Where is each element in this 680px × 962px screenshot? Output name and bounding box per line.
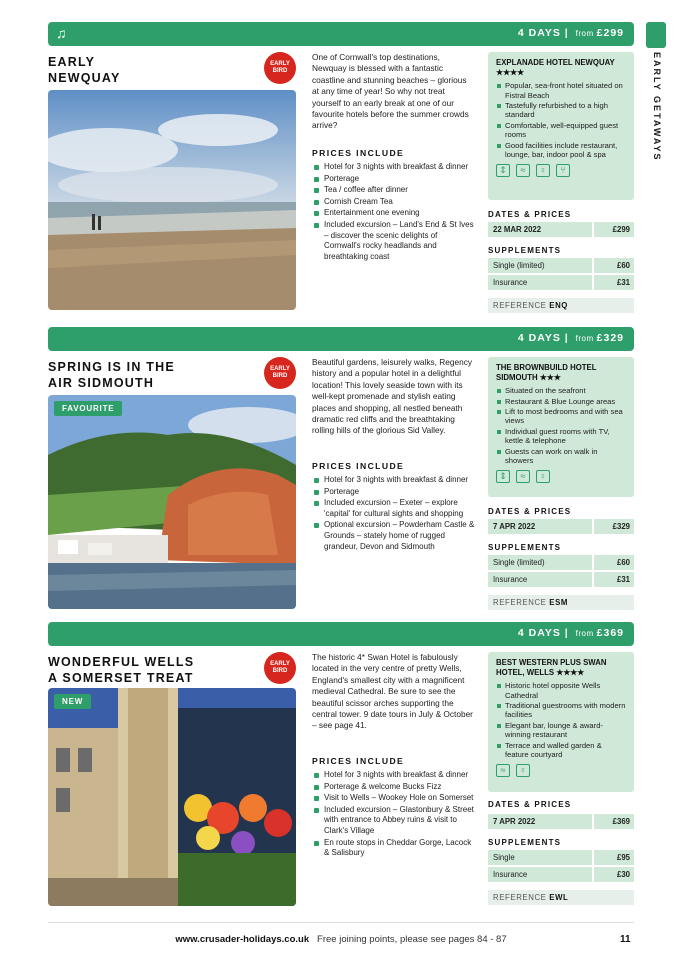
wells-flowers-photo [48, 688, 296, 906]
supplement-row: Single (limited) £60 [488, 258, 634, 273]
date-price-row: 22 MAR 2022 £299 [488, 222, 634, 237]
prices-include-heading: PRICES INCLUDE [312, 148, 405, 158]
pool-icon: ≈ [516, 470, 530, 483]
supplement-row: Single £95 [488, 850, 634, 865]
tour-title: EARLY NEWQUAY [48, 55, 121, 85]
tour-description: One of Cornwall's top destinations, Newquay is blessed with a fantastic coastline and stunning beaches – glorious at any time of year! So why not treat yourself to an early break at one of our favourite hotels before the summer crowds arrive? [312, 52, 469, 131]
list-item: Hotel for 3 nights with breakfast & dinner [312, 770, 476, 781]
list-item: Situated on the seafront [496, 386, 626, 395]
prices-include-list [312, 162, 476, 263]
list-item: Elegant bar, lounge & award-winning restaurant [496, 721, 626, 740]
early-bird-badge: EARLY BIRD [264, 357, 296, 389]
supplement-row: Insurance £30 [488, 867, 634, 882]
list-item: Popular, sea-front hotel situated on Fistral Beach [496, 81, 626, 100]
early-bird-badge: EARLY BIRD [264, 52, 296, 84]
website-link[interactable]: www.crusader-holidays.co.uk [175, 934, 310, 945]
hotel-name: EXPLANADE HOTEL NEWQUAY ★★★★ [496, 58, 615, 77]
prices-include-heading: PRICES INCLUDE [312, 461, 405, 471]
tour-banner [48, 327, 634, 351]
prices-include-list [312, 770, 476, 860]
list-item: En route stops in Cheddar Gorge, Lacock & Salisbury [312, 838, 476, 859]
bar-icon: ♀ [536, 470, 550, 483]
tour-sidmouth [48, 327, 634, 619]
tour-banner [48, 622, 634, 646]
sidmouth-cliffs-photo [48, 395, 296, 609]
tour-wells [48, 622, 634, 914]
hotel-panel [488, 357, 634, 497]
lift-icon: ⇕ [496, 164, 510, 177]
list-item: Included excursion – Glastonbury & Street with entrance to Abbey ruins & visit to Clark's Village [312, 805, 476, 837]
list-item: Good facilities include restaurant, lounge, bar, indoor pool & spa [496, 141, 626, 160]
tour-title: WONDERFUL WELLS A SOMERSET TREAT [48, 655, 195, 685]
tour-duration-price: 4 DAYS | from £299 [517, 27, 624, 39]
list-item: Lift to most bedrooms and with sea views [496, 407, 626, 426]
lift-icon: ⇕ [496, 470, 510, 483]
dates-prices-heading: DATES & PRICES [488, 507, 572, 516]
date-price-row: 7 APR 2022 £369 [488, 814, 634, 829]
dates-prices-heading: DATES & PRICES [488, 210, 572, 219]
supplement-row: Insurance £31 [488, 275, 634, 290]
list-item: Restaurant & Blue Lounge areas [496, 397, 626, 406]
footer-note: Free joining points, please see pages 84 - 87 [317, 934, 507, 945]
supplements-heading: SUPPLEMENTS [488, 246, 562, 255]
tour-description: The historic 4* Swan Hotel is fabulously located in the very centre of pretty Wells, England's smallest city with a magnificent medieval Cathedral. Be sure to see the beautiful scissor arches supporting the central tower. 9 date tours in July & October – see page 41. [312, 652, 473, 731]
list-item: Terrace and walled garden & feature courtyard [496, 741, 626, 760]
tour-banner [48, 22, 634, 46]
page-footer [48, 934, 634, 945]
list-item: Entertainment one evening [312, 208, 476, 219]
restaurant-icon: ⑂ [556, 164, 570, 177]
list-item: Included excursion – Land's End & St Ives – discover the scenic delights of Cornwall's rocky headlands and breathtaking coast [312, 220, 476, 262]
supplement-row: Insurance £31 [488, 572, 634, 587]
hotel-panel [488, 652, 634, 792]
tour-title: SPRING IS IN THE AIR SIDMOUTH [48, 360, 175, 390]
hotel-name: BEST WESTERN PLUS SWAN HOTEL, WELLS ★★★★ [496, 658, 607, 677]
reference-code: REFERENCE EWL [488, 890, 634, 905]
hotel-panel [488, 52, 634, 200]
list-item: Hotel for 3 nights with breakfast & dinner [312, 475, 476, 486]
tour-newquay [48, 22, 634, 322]
supplements-heading: SUPPLEMENTS [488, 838, 562, 847]
list-item: Cornish Cream Tea [312, 197, 476, 208]
dates-prices-heading: DATES & PRICES [488, 800, 572, 809]
list-item: Porterage [312, 487, 476, 498]
favourite-tag: FAVOURITE [54, 401, 122, 416]
page-number: 11 [620, 934, 631, 945]
list-item: Porterage & welcome Bucks Fizz [312, 782, 476, 793]
bar-icon: ♀ [536, 164, 550, 177]
list-item: Historic hotel opposite Wells Cathedral [496, 681, 626, 700]
facility-icons [496, 164, 626, 177]
hotel-name: THE BROWNBUILD HOTEL SIDMOUTH ★★★ [496, 363, 597, 382]
list-item: Tea / coffee after dinner [312, 185, 476, 196]
bar-icon: ♀ [516, 764, 530, 777]
side-section-label: EARLY GETAWAYS [652, 52, 662, 162]
facility-icons [496, 764, 626, 777]
early-bird-badge: EARLY BIRD [264, 652, 296, 684]
supplements-heading: SUPPLEMENTS [488, 543, 562, 552]
tour-description: Beautiful gardens, leisurely walks, Regency history and a popular hotel in a delightful location! This lovely seaside town with its well-kept promenade and stylish eating places and shopping, all nestled beneath dramatic red cliffs and the breathtaking rolling hills of the glorious Sid Valley. [312, 357, 473, 436]
prices-include-heading: PRICES INCLUDE [312, 756, 405, 766]
list-item: Comfortable, well-equipped guest rooms [496, 121, 626, 140]
list-item: Tastefully refurbished to a high standard [496, 101, 626, 120]
list-item: Porterage [312, 174, 476, 185]
music-note-icon: ♫ [56, 25, 67, 41]
list-item: Visit to Wells – Wookey Hole on Somerset [312, 793, 476, 804]
footer-divider [48, 922, 634, 923]
new-tag: NEW [54, 694, 91, 709]
date-price-row: 7 APR 2022 £329 [488, 519, 634, 534]
tour-duration-price: 4 DAYS | from £329 [517, 332, 624, 344]
list-item: Optional excursion – Powderham Castle & Grounds – stately home of rugged grandeur, Devon and Sidmouth [312, 520, 476, 552]
tour-duration-price: 4 DAYS | from £369 [517, 627, 624, 639]
facility-icons [496, 470, 626, 483]
side-tab-marker [646, 22, 666, 48]
list-item: Traditional guestrooms with modern facilities [496, 701, 626, 720]
list-item: Hotel for 3 nights with breakfast & dinner [312, 162, 476, 173]
pool-icon: ≈ [496, 764, 510, 777]
newquay-beach-photo [48, 90, 296, 310]
supplement-row: Single (limited) £60 [488, 555, 634, 570]
pool-icon: ≈ [516, 164, 530, 177]
list-item: Guests can work on walk in showers [496, 447, 626, 466]
prices-include-list [312, 475, 476, 553]
list-item: Individual guest rooms with TV, kettle & telephone [496, 427, 626, 446]
list-item: Included excursion – Exeter – explore 'capital' for cultural sights and shopping [312, 498, 476, 519]
reference-code: REFERENCE ESM [488, 595, 634, 610]
reference-code: REFERENCE ENQ [488, 298, 634, 313]
